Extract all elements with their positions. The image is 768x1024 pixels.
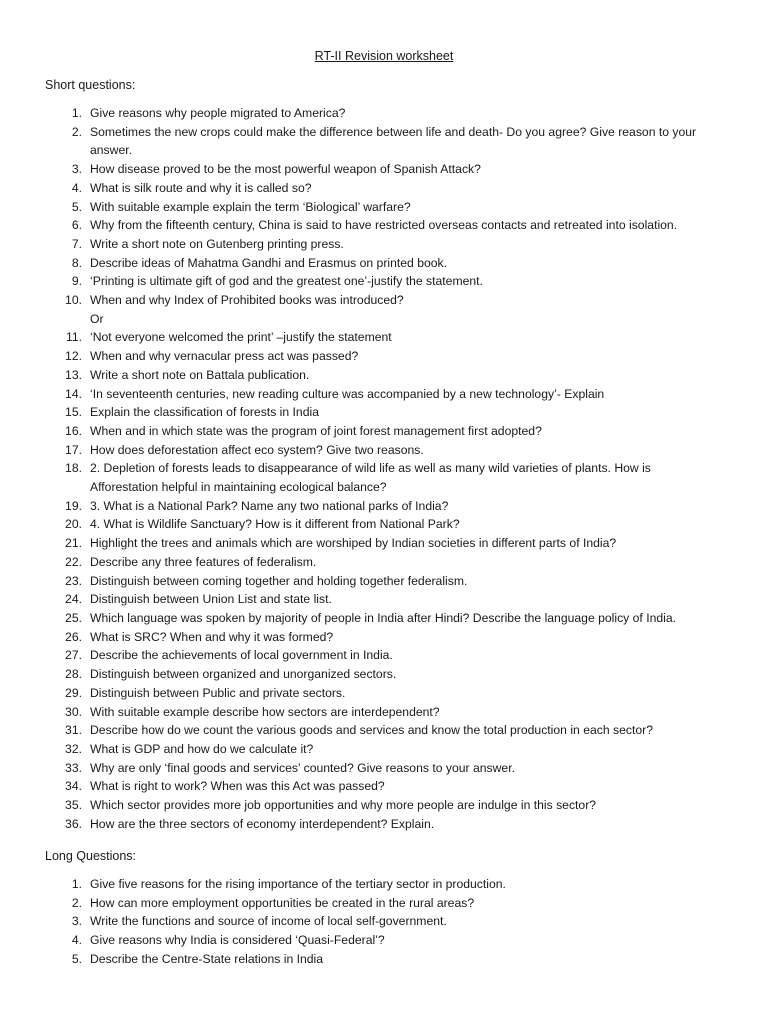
question-item [0, 291, 768, 328]
question-number: 31. [65, 723, 82, 738]
question-text: What is right to work? When was this Act was passed? [90, 779, 385, 794]
question-number: 12. [65, 349, 82, 364]
question-text: 2. Depletion of forests leads to disappearance of wild life as well as many wild varieties of plants. How is [90, 461, 651, 476]
question-text: What is GDP and how do we calculate it? [90, 741, 314, 756]
question-number: 7. [71, 236, 82, 251]
question-text: Describe ideas of Mahatma Gandhi and Erasmus on printed book. [90, 255, 448, 270]
question-item [0, 347, 768, 366]
question-item [0, 497, 768, 516]
question-number: 25. [65, 610, 82, 625]
question-number: 22. [65, 554, 82, 569]
question-item [0, 104, 768, 123]
question-text: Describe the achievements of local government in India. [90, 648, 393, 663]
question-text: When and in which state was the program of joint forest management first adopted? [90, 423, 542, 438]
question-number: 36. [65, 816, 82, 831]
question-item [0, 366, 768, 385]
question-item [0, 235, 768, 254]
question-text: Give reasons why people migrated to America? [90, 106, 346, 120]
question-item [0, 931, 768, 950]
question-continuation: Or [90, 311, 104, 326]
question-item [0, 160, 768, 179]
long-questions-heading: Long Questions: [45, 849, 137, 863]
question-number: 11. [65, 330, 82, 345]
question-text: Which sector provides more job opportunities and why more people are indulge in this sector? [90, 798, 597, 813]
question-item [0, 553, 768, 572]
question-text: ‘In seventeenth centuries, new reading culture was accompanied by a new technology’- Explain [90, 386, 605, 401]
question-item [0, 198, 768, 217]
question-text: How can more employment opportunities be created in the rural areas? [90, 895, 475, 910]
question-text: Write a short note on Gutenberg printing press. [90, 236, 344, 251]
question-number: 5. [71, 199, 82, 214]
question-number: 33. [65, 760, 82, 775]
question-item [0, 403, 768, 422]
question-number: 29. [65, 685, 82, 700]
question-number: 5. [71, 951, 82, 966]
question-text: How disease proved to be the most powerful weapon of Spanish Attack? [90, 162, 481, 177]
question-number: 14. [65, 386, 82, 401]
question-item [0, 441, 768, 460]
question-number: 35. [65, 798, 82, 813]
question-number: 3. [71, 914, 82, 929]
question-text: Which language was spoken by majority of people in India after Hindi? Describe the language policy of India. [90, 610, 677, 625]
question-number: 27. [65, 648, 82, 663]
question-number: 13. [65, 367, 82, 382]
question-number: 23. [65, 573, 82, 588]
question-text: Write the functions and source of income of local self-government. [90, 914, 447, 929]
question-item [0, 422, 768, 441]
question-text: Describe the Centre-State relations in India [90, 951, 324, 966]
question-item [0, 815, 768, 834]
question-item [0, 740, 768, 759]
question-item [0, 628, 768, 647]
question-number: 15. [65, 405, 82, 420]
question-text: Describe any three features of federalism. [90, 554, 317, 569]
question-item [0, 328, 768, 347]
question-text: When and why Index of Prohibited books was introduced? [90, 293, 404, 308]
question-text: With suitable example explain the term ‘Biological’ warfare? [90, 199, 411, 214]
question-number: 4. [71, 180, 82, 195]
question-item [0, 572, 768, 591]
question-item [0, 796, 768, 815]
question-number: 1. [71, 877, 82, 891]
question-text: Give five reasons for the rising importance of the tertiary sector in production. [90, 877, 506, 891]
question-text: When and why vernacular press act was passed? [90, 349, 359, 364]
question-text: Why are only ‘final goods and services’ counted? Give reasons to your answer. [90, 760, 515, 775]
question-text: How does deforestation affect eco system? Give two reasons. [90, 442, 424, 457]
question-text: Describe how do we count the various goods and services and know the total production in each sector? [90, 723, 653, 738]
question-item [0, 721, 768, 740]
short-questions-heading: Short questions: [45, 78, 136, 92]
page-title: RT-II Revision worksheet [314, 49, 454, 63]
question-number: 2. [71, 895, 82, 910]
question-item [0, 590, 768, 609]
question-text: Give reasons why India is considered ‘Quasi-Federal’? [90, 933, 385, 948]
question-text: What is silk route and why it is called so? [90, 180, 312, 195]
question-item [0, 703, 768, 722]
question-number: 1. [71, 106, 82, 120]
question-number: 19. [65, 498, 82, 513]
question-item [0, 646, 768, 665]
question-item [0, 179, 768, 198]
question-text: With suitable example describe how sectors are interdependent? [90, 704, 440, 719]
question-item [0, 254, 768, 273]
question-text: ‘Printing is ultimate gift of god and the greatest one’-justify the statement. [90, 274, 483, 289]
question-item [0, 515, 768, 534]
question-number: 18. [65, 461, 82, 476]
question-text: 4. What is Wildlife Sanctuary? How is it different from National Park? [90, 517, 460, 532]
question-item [0, 894, 768, 913]
question-item [0, 684, 768, 703]
question-number: 16. [65, 423, 82, 438]
question-item [0, 759, 768, 778]
question-number: 26. [65, 629, 82, 644]
question-item [0, 609, 768, 628]
question-number: 17. [65, 442, 82, 457]
question-text: Sometimes the new crops could make the difference between life and death- Do you agree? Give reason to your [90, 124, 697, 139]
question-item [0, 912, 768, 931]
question-number: 20. [65, 517, 82, 532]
question-item [0, 123, 768, 160]
long-questions-list [0, 875, 768, 969]
question-item [0, 875, 768, 894]
question-text: Highlight the trees and animals which are worshiped by Indian societies in different parts of India? [90, 536, 617, 551]
question-number: 34. [65, 779, 82, 794]
question-text: Why from the fifteenth century, China is said to have restricted overseas contacts and retreated into isolation. [90, 218, 678, 233]
question-text: Distinguish between Public and private sectors. [90, 685, 346, 700]
question-item [0, 950, 768, 969]
question-number: 24. [65, 592, 82, 607]
question-item [0, 385, 768, 404]
question-number: 28. [65, 667, 82, 682]
question-item [0, 665, 768, 684]
question-number: 3. [71, 162, 82, 177]
question-text: 3. What is a National Park? Name any two national parks of India? [90, 498, 449, 513]
question-item [0, 272, 768, 291]
question-number: 4. [71, 933, 82, 948]
question-text: ‘Not everyone welcomed the print’ –justify the statement [90, 330, 392, 345]
question-continuation: Afforestation helpful in maintaining ecological balance? [90, 480, 387, 495]
question-number: 6. [71, 218, 82, 233]
question-number: 10. [65, 293, 82, 308]
short-questions-list [0, 104, 768, 833]
question-text: Explain the classification of forests in India [90, 405, 319, 420]
question-number: 30. [65, 704, 82, 719]
question-text: Distinguish between organized and unorganized sectors. [90, 667, 397, 682]
question-text: Write a short note on Battala publication. [90, 367, 310, 382]
question-number: 21. [65, 536, 82, 551]
question-text: What is SRC? When and why it was formed? [90, 629, 334, 644]
question-number: 8. [71, 255, 82, 270]
question-item [0, 216, 768, 235]
question-item [0, 534, 768, 553]
question-item [0, 459, 768, 496]
question-item [0, 777, 768, 796]
question-number: 2. [71, 124, 82, 139]
question-text: How are the three sectors of economy interdependent? Explain. [90, 816, 435, 831]
question-number: 32. [65, 741, 82, 756]
question-number: 9. [71, 274, 82, 289]
question-text: Distinguish between coming together and holding together federalism. [90, 573, 468, 588]
question-continuation: answer. [90, 143, 133, 158]
question-text: Distinguish between Union List and state list. [90, 592, 332, 607]
